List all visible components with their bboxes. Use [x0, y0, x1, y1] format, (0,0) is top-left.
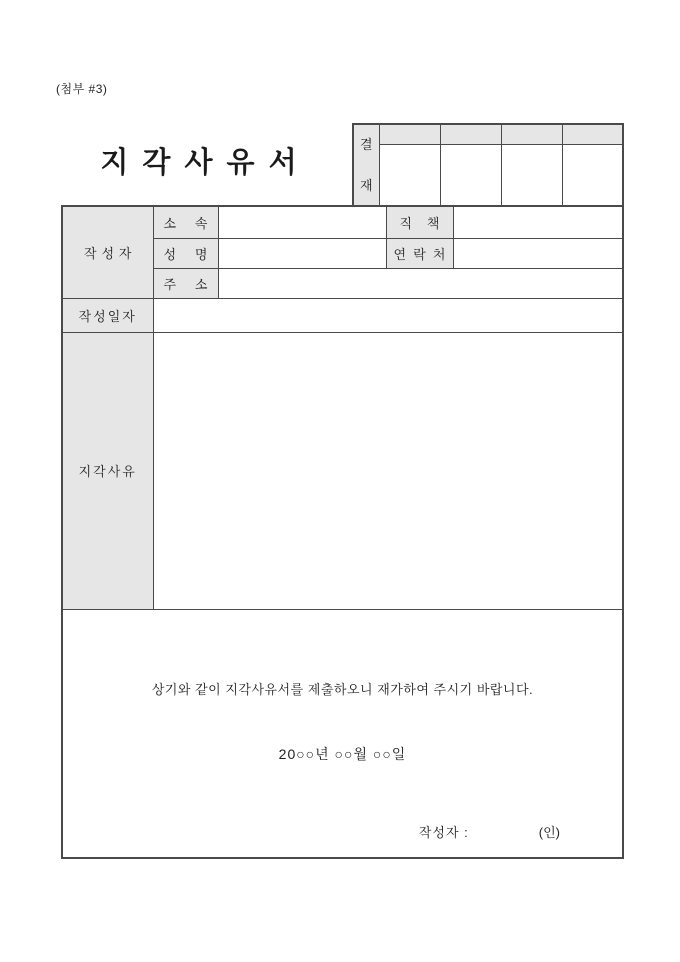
signer-label: 작성자 :: [418, 825, 469, 841]
footer-cell: [62, 609, 623, 858]
affiliation-label: 소 속: [153, 206, 218, 238]
name-label: 성 명: [153, 238, 218, 268]
attachment-note: (첨부 #3): [56, 82, 108, 96]
approval-label-cell: [353, 124, 379, 206]
written-date-value-cell: [153, 298, 623, 332]
approval-signature-cell-1: [379, 145, 440, 207]
reason-value-cell: [153, 332, 623, 609]
approval-label-top: 결: [359, 137, 373, 152]
approval-label-bottom: 재: [359, 178, 373, 193]
approval-column-header-4: [562, 124, 623, 145]
signature-row: [63, 822, 622, 841]
address-label: 주 소: [153, 268, 218, 298]
approval-signature-cell-3: [501, 145, 562, 207]
approval-signature-cell-4: [562, 145, 623, 207]
writer-section-label: 작 성 자: [62, 206, 153, 298]
seal-mark: (인): [538, 825, 560, 841]
approval-column-header-1: [379, 124, 440, 145]
address-value-cell: [218, 268, 623, 298]
approval-box: [352, 123, 624, 207]
written-date-label: 작성일자: [62, 298, 153, 332]
approval-column-header-3: [501, 124, 562, 145]
form-title: 지 각 사 유 서: [100, 147, 300, 179]
name-value-cell: [218, 238, 386, 268]
contact-value-cell: [453, 238, 623, 268]
affiliation-value-cell: [218, 206, 386, 238]
form-table: [61, 205, 624, 859]
date-line: 20○○년 ○○월 ○○일: [278, 746, 407, 763]
approval-signature-cell-2: [440, 145, 501, 207]
approval-column-header-2: [440, 124, 501, 145]
closing-statement: 상기와 같이 지각사유서를 제출하오니 재가하여 주시기 바랍니다.: [151, 682, 534, 698]
contact-label: 연 락 처: [386, 238, 453, 268]
reason-label: 지각사유: [62, 332, 153, 609]
position-value-cell: [453, 206, 623, 238]
position-label: 직 책: [386, 206, 453, 238]
